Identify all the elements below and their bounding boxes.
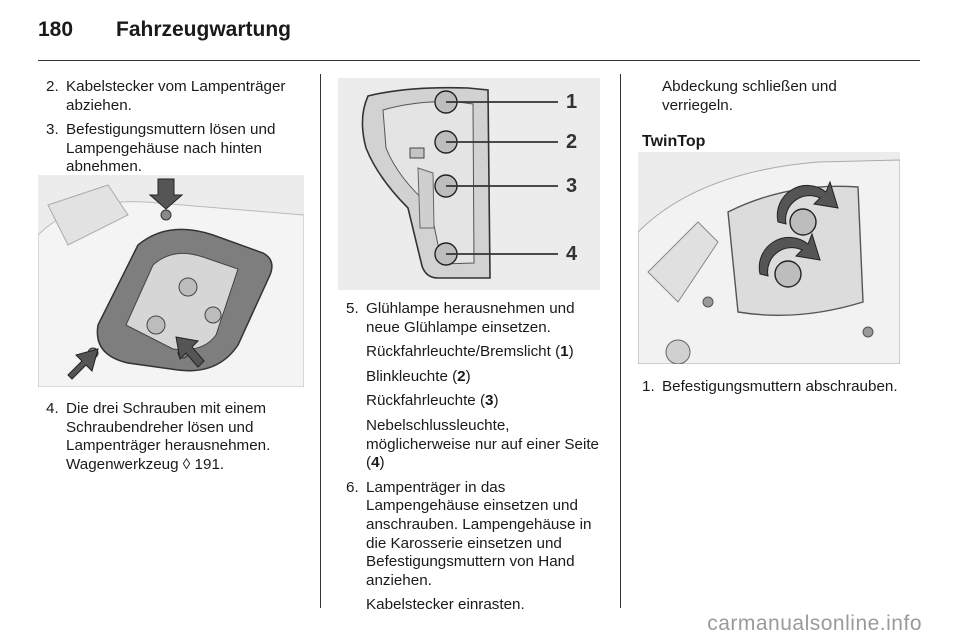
step-number: 2. — [46, 78, 59, 95]
page-header — [38, 18, 291, 48]
column-2 — [346, 300, 608, 621]
lamp-housing-illustration — [38, 175, 304, 387]
bulb-entry-4: Nebelschlussleuchte, möglicherweise nur auf einer Seite (4) — [366, 416, 599, 472]
step-text: Befestigungsmuttern abschrauben. — [662, 378, 898, 395]
page-title: Fahrzeugwartung — [116, 18, 292, 41]
column-divider-2 — [620, 74, 621, 608]
header-rule — [38, 60, 920, 61]
column-3-bottom — [642, 378, 904, 403]
column-divider-1 — [320, 74, 321, 608]
column-1 — [46, 78, 308, 183]
step-5 — [346, 300, 608, 337]
bulb-entry-2: Blinkleuchte (2) — [366, 367, 471, 385]
step-number: 6. — [346, 478, 359, 496]
page-number: 180 — [38, 18, 74, 41]
callout-label-2: 2 — [566, 131, 578, 153]
step-text: Glühlampe herausnehmen und neue Glühlampe einsetzen. — [366, 300, 575, 336]
bulb-entry-3: Rückfahrleuchte (3) — [366, 392, 499, 410]
bulb-entry-1: Rückfahrleuchte/Bremslicht (1) — [366, 343, 574, 361]
page-ref-link[interactable]: 191. — [194, 455, 225, 473]
step-number: 1. — [642, 378, 655, 395]
continued-text: Abdeckung schließen und verriegeln. — [662, 78, 837, 114]
step-4 — [46, 400, 308, 474]
column-1-bottom — [46, 400, 308, 480]
step-3 — [46, 121, 308, 177]
callout-label-1: 1 — [566, 91, 578, 113]
step-6-extra: Kabelstecker einrasten. — [366, 596, 525, 614]
step-number: 3. — [46, 121, 59, 139]
step-number: 5. — [346, 300, 359, 317]
figure-lamp-housing — [38, 175, 304, 387]
callout-label-3: 3 — [566, 175, 578, 197]
step-number: 4. — [46, 400, 59, 417]
callout-label-4: 4 — [566, 243, 578, 265]
twintop-illustration — [638, 152, 900, 364]
lamp-carrier-illustration — [338, 78, 600, 290]
step-text: Die drei Schrauben mit einem Schraubendreher lösen und Lampenträger herausnehmen. Wagenwerkzeug ◊ 191. — [66, 400, 271, 473]
step-text: Kabelstecker vom Lampenträger abziehen. — [66, 78, 286, 114]
step-text: Befestigungsmuttern lösen und Lampengehäuse nach hinten abnehmen. — [66, 121, 276, 176]
watermark: carmanualsonline.info — [707, 612, 922, 635]
figure-lamp-carrier — [338, 78, 600, 290]
figure-twintop — [638, 152, 900, 364]
column-3 — [642, 78, 904, 162]
section-heading-twintop: TwinTop — [642, 133, 706, 151]
step-text: Lampenträger in das Lampengehäuse einsetzen und anschrauben. Lampengehäuse in die Karosserie einsetzen und Befestigungsmuttern von Hand anziehen. — [366, 478, 592, 589]
step-6 — [346, 479, 608, 591]
step-2 — [46, 78, 308, 115]
step-1-twintop — [642, 378, 904, 397]
page-ref-icon: ◊ — [182, 455, 191, 473]
